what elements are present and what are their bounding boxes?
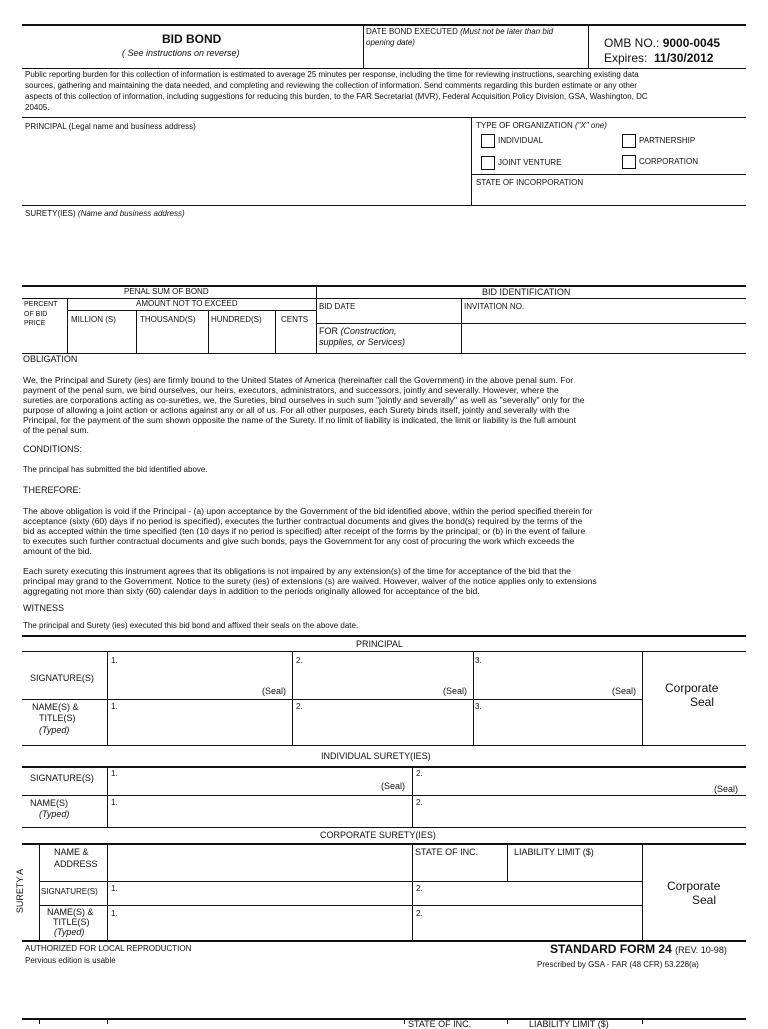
principal-signature-2[interactable] [305, 660, 442, 698]
item-number: 1. [111, 909, 118, 918]
individual-label: INDIVIDUAL [498, 136, 543, 145]
for-note: supplies, or Services) [319, 337, 406, 347]
form-title: BID BOND [162, 32, 222, 46]
surety-a-name-1[interactable] [120, 909, 410, 939]
seal-label: (Seal) [381, 781, 406, 791]
divider [67, 310, 316, 311]
divider [208, 310, 209, 353]
invitation-field[interactable] [464, 312, 746, 323]
surety-a-name-2[interactable] [425, 909, 640, 939]
signature-label: SIGNATURE(S) [30, 773, 94, 783]
typed-label: (Typed) [54, 927, 85, 937]
item-number: 1. [111, 656, 118, 665]
checkbox-corporation[interactable] [622, 155, 636, 169]
expires-date: Expires: 11/30/2012 [604, 51, 714, 65]
divider [363, 24, 364, 68]
state-of-incorporation-field[interactable] [476, 189, 743, 205]
date-executed-label: DATE BOND EXECUTED (Must not be later than bid [366, 27, 554, 36]
witness-text: The principal and Surety (ies) executed this bid bond and affixed their seals on the above date. [23, 621, 359, 630]
partnership-label: PARTNERSHIP [639, 136, 696, 145]
divider [39, 1018, 40, 1024]
individual-surety-title: INDIVIDUAL SURETY(IES) [321, 751, 431, 761]
item-number: 1. [111, 702, 118, 711]
percent-field[interactable] [24, 331, 66, 353]
seal-label: (Seal) [443, 686, 468, 696]
form-subtitle: ( See instructions on reverse) [122, 48, 240, 58]
checkbox-individual[interactable] [481, 134, 495, 148]
witness-heading: WITNESS [23, 603, 65, 613]
conditions-text: The principal has submitted the bid identified above. [23, 465, 208, 474]
divider [22, 68, 746, 69]
principal-label: PRINCIPAL (Legal name and business address) [25, 122, 196, 131]
divider [316, 323, 746, 324]
for-field[interactable] [464, 326, 746, 353]
item-number: 2. [296, 656, 303, 665]
top-border [22, 24, 746, 26]
org-type-label: TYPE OF ORGANIZATION ("X" one) [476, 121, 607, 130]
million-label: MILLION (S) [71, 315, 116, 324]
liability-limit-label: LIABILITY LIMIT ($) [514, 847, 594, 857]
divider [507, 843, 508, 881]
cents-field[interactable] [277, 328, 316, 353]
divider [136, 310, 137, 353]
invitation-label: INVITATION NO. [464, 302, 525, 311]
principal-name-3[interactable] [486, 703, 640, 743]
therefore-heading: THEREFORE: [23, 485, 82, 495]
item-number: 1. [111, 884, 118, 893]
prescribed-by: Prescribed by GSA - FAR (48 CFR) 53.228(a) [537, 960, 699, 969]
obligation-heading: OBLIGATION [23, 354, 78, 364]
seal-label: (Seal) [612, 686, 637, 696]
corporate-seal-label: Seal [690, 695, 715, 709]
divider [107, 766, 108, 827]
name-address-label: NAME & [54, 847, 89, 857]
thousand-field[interactable] [138, 328, 208, 353]
divider [473, 651, 474, 745]
item-number: 1. [111, 769, 118, 778]
item-number: 2. [416, 769, 423, 778]
divider [22, 298, 746, 299]
divider [39, 881, 642, 882]
divider [22, 651, 746, 652]
divider [39, 843, 40, 940]
principal-name-2[interactable] [305, 703, 471, 743]
item-number: 2. [416, 909, 423, 918]
divider [588, 24, 589, 68]
bid-date-field[interactable] [319, 312, 461, 323]
surety-a-name-field[interactable] [112, 847, 410, 879]
divider [22, 1018, 746, 1020]
item-number: 3. [475, 656, 482, 665]
burden-line: 20405. [25, 103, 50, 112]
principal-signature-3[interactable] [486, 660, 612, 698]
individual-name-1[interactable] [120, 799, 410, 825]
divider [642, 651, 643, 745]
principal-name-1[interactable] [120, 703, 290, 743]
divider [316, 285, 317, 353]
names-label: TITLE(S) [39, 713, 76, 723]
seal-label: (Seal) [262, 686, 287, 696]
divider [642, 1018, 643, 1024]
typed-label: (Typed) [39, 809, 70, 819]
burden-line: Public reporting burden for this collection of information is estimated to average 25 minutes per response, including the time for reviewing instructions, searching existing data [25, 70, 639, 79]
divider [412, 843, 413, 940]
percent-label: OF BID [24, 311, 48, 318]
corporate-seal-label: Corporate [667, 879, 721, 893]
surety-a-signature-1[interactable] [120, 885, 410, 905]
item-number: 2. [296, 702, 303, 711]
principal-section-title: PRINCIPAL [356, 639, 403, 649]
typed-label: (Typed) [39, 725, 70, 735]
therefore-text: The above obligation is void if the Principal - (a) upon acceptance by the Government of the bid identified above, within the period specified therein for acceptance (sixty (60) days if no period is specified), executes the further contractual documents and gives the bond(s) required by the terms of the bid as accepted within the time specified (ten (10 days if no period is specified) after receipt of the forms by the principal; or (b) in the event of failure to executes such further contractual documents and give such bonds, pays the Government for any cost of procuring the work which exceeds the amount of the bid. [23, 506, 593, 556]
for-label: FOR (Construction, [319, 326, 397, 336]
names-label: NAME(S) & [47, 907, 94, 917]
item-number: 1. [111, 798, 118, 807]
item-number: 2. [416, 798, 423, 807]
names-label: NAME(S) & [32, 702, 79, 712]
conditions-heading: CONDITIONS: [23, 444, 83, 454]
divider [507, 1018, 508, 1024]
divider [22, 795, 746, 796]
percent-label: PRICE [24, 320, 46, 327]
previous-edition-note: Pervious edition is usable [25, 956, 116, 965]
signature-label: SIGNATURE(S) [41, 887, 98, 896]
liability-limit-label: LIABILITY LIMIT ($) [529, 1019, 609, 1029]
cents-label: CENTS [281, 315, 309, 324]
divider [22, 745, 746, 746]
principal-signature-1[interactable] [120, 660, 262, 698]
bid-identification-title: BID IDENTIFICATION [482, 287, 571, 297]
percent-label: PERCENT [24, 301, 58, 308]
authorized-reproduction: AUTHORIZED FOR LOCAL REPRODUCTION [25, 944, 192, 953]
names-label: TITLE(S) [53, 917, 90, 927]
principal-field[interactable] [25, 135, 467, 205]
divider [39, 905, 642, 906]
divider [107, 1018, 108, 1024]
divider [22, 827, 746, 828]
divider [22, 699, 642, 700]
divider [22, 353, 746, 354]
divider [461, 298, 462, 353]
surety-label: SURETY(IES) (Name and business address) [25, 209, 185, 218]
divider [412, 766, 413, 827]
burden-line: sources, gathering and maintaining the data needed, and completing and reviewing the collection of information. Send comments regarding this burden estimate or any other [25, 81, 637, 90]
item-number: 3. [475, 702, 482, 711]
state-of-inc-label: STATE OF INC. [408, 1019, 472, 1029]
divider [22, 117, 746, 118]
surety-a-label: SURETY A [15, 868, 26, 914]
divider [22, 635, 746, 637]
divider [22, 843, 746, 845]
date-executed-note: opening date) [366, 38, 415, 47]
burden-line: aspects of this collection of information, including suggestions for reducing this burden, to the FAR Secretariat (MVR), Federal Acquisition Policy Division, GSA, Washington, DC [25, 92, 648, 101]
date-executed-field[interactable] [366, 50, 586, 68]
thousand-label: THOUSAND(S) [140, 315, 196, 324]
divider [22, 766, 746, 768]
joint-venture-label: JOINT VENTURE [498, 158, 562, 167]
names-label: NAME(S) [30, 798, 68, 808]
hundred-label: HUNDRED(S) [211, 315, 262, 324]
corporate-seal-label: Corporate [665, 681, 719, 695]
surety-a-signature-2[interactable] [425, 885, 640, 905]
divider [67, 298, 68, 353]
surety-a-liability-field[interactable] [512, 860, 640, 880]
divider [404, 1018, 405, 1024]
divider [642, 843, 643, 940]
form-number: STANDARD FORM 24 (REV. 10-98) [550, 942, 727, 956]
surety-a-state-field[interactable] [415, 860, 505, 880]
corporation-label: CORPORATION [639, 157, 698, 166]
surety-field[interactable] [25, 222, 742, 284]
item-number: 2. [416, 884, 423, 893]
divider [275, 310, 276, 353]
state-of-inc-label: STATE OF INC. [415, 847, 479, 857]
hundred-field[interactable] [210, 328, 275, 353]
state-of-incorporation-label: STATE OF INCORPORATION [476, 178, 584, 187]
each-surety-text: Each surety executing this instrument agrees that its obligations is not impaired by any extension(s) of the time for acceptance of the bid that the principal may grand to the Government. Notice to the surety (ies) of extensions (s) are waived. However, waiver of the notice applies only to extensions aggregating not more than sixty (60) calendar days in addition to the periods originally allowed for acceptance of the bid. [23, 566, 597, 596]
divider [107, 651, 108, 745]
bid-date-label: BID DATE [319, 302, 356, 311]
obligation-text: We, the Principal and Surety (ies) are firmly bound to the United States of America (hereinafter call the Government) in the above penal sum. For payment of the penal sum, we bind ourselves, our heirs, executors, administrators, and successors, jointly and severally. However, where the sureties are corporations acting as co-sureties, we, the Sureties, bind ourselves in such sum "jointly and severally" as well as "severally" only for the purpose of allowing a joint action or actions against any or all of us. For all other purposes, each Surety binds itself, jointly and severally with the Principal, for the payment of the sum shown opposite the name of the Surety. If no limit of liability is indicated, the limit or liability is the full amount of the penal sum. [23, 375, 585, 435]
individual-signature-1[interactable] [120, 769, 378, 795]
individual-name-2[interactable] [425, 799, 744, 825]
divider [292, 651, 293, 745]
penal-sum-title: PENAL SUM OF BOND [124, 287, 209, 296]
divider [22, 205, 746, 206]
omb-number: OMB NO.: 9000-0045 [604, 36, 721, 50]
signature-label: SIGNATURE(S) [30, 673, 94, 683]
divider [107, 843, 108, 940]
checkbox-joint-venture[interactable] [481, 156, 495, 170]
million-field[interactable] [69, 328, 136, 353]
individual-signature-2[interactable] [425, 769, 711, 795]
amount-label: AMOUNT NOT TO EXCEED [136, 299, 238, 308]
divider [471, 174, 746, 175]
seal-label: (Seal) [714, 784, 739, 794]
divider [471, 117, 472, 205]
corporate-seal-label: Seal [692, 893, 717, 907]
corporate-surety-title: CORPORATE SURETY(IES) [320, 830, 436, 840]
checkbox-partnership[interactable] [622, 134, 636, 148]
name-address-label: ADDRESS [54, 859, 98, 869]
